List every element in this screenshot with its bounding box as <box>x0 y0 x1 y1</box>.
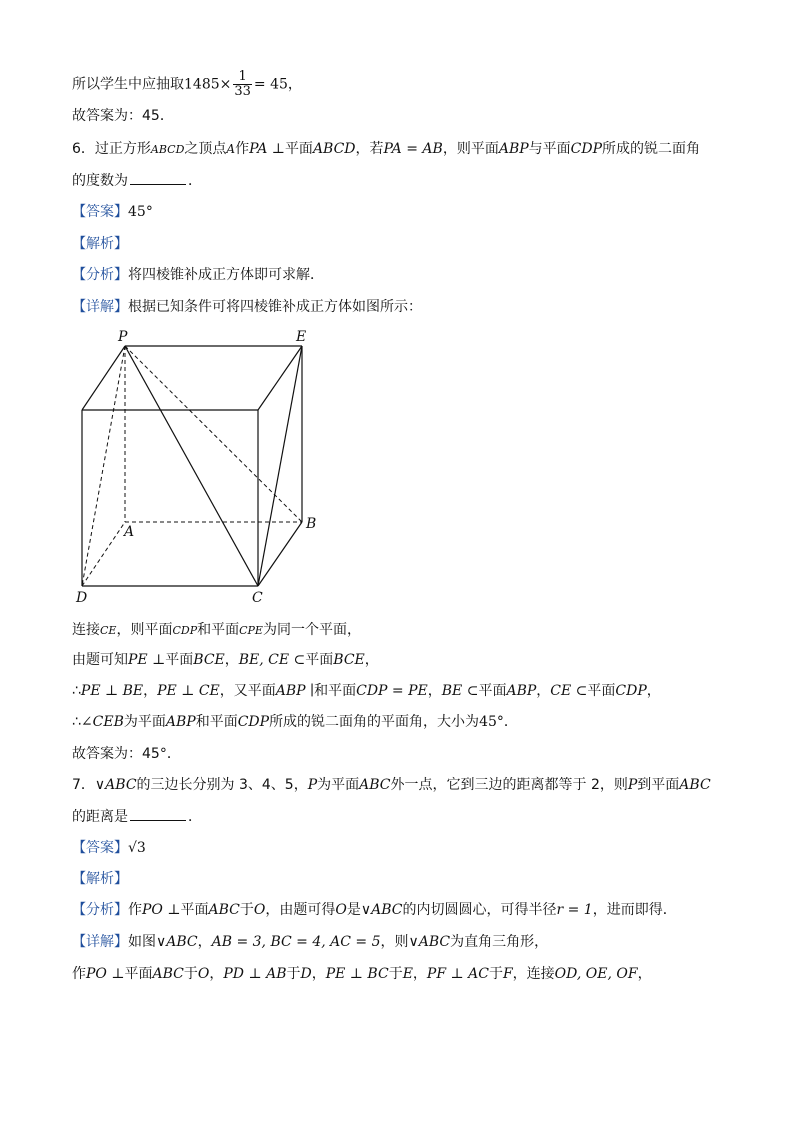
math: BCE <box>333 652 365 668</box>
edge-solid <box>82 346 125 410</box>
answer-tag: 【答案】 <box>72 204 128 220</box>
text: 平面 <box>124 966 153 982</box>
text: 为平面 <box>317 777 360 793</box>
text: 是 <box>346 902 361 918</box>
label-E: E <box>296 329 307 345</box>
math: ABC <box>359 777 391 793</box>
math: PE ⊥ CE <box>157 683 220 699</box>
answer-blank <box>130 806 186 821</box>
text: 到平面 <box>637 777 680 793</box>
prev-answer-line-1 <box>72 70 302 99</box>
text: 的三边长分别为 3、4、5， <box>136 777 308 793</box>
segment-PC <box>125 346 258 586</box>
label-D: D <box>76 590 88 606</box>
text: 作 <box>128 902 142 918</box>
math: PA ⊥ <box>249 141 285 157</box>
text: 与平面 <box>528 141 571 157</box>
q6-solution-line-1 <box>72 620 361 641</box>
text: 和平面 <box>314 683 357 699</box>
math: O <box>335 902 347 918</box>
text: 为直角三角形， <box>450 934 549 950</box>
math: PF ⊥ AC <box>426 966 489 982</box>
q6-xiangjie <box>72 297 422 317</box>
math: = 45， <box>253 76 302 93</box>
segment-EC <box>258 346 302 586</box>
math: CDP <box>172 624 198 637</box>
math: CDP = PE <box>356 683 428 699</box>
segment-PD-dashed <box>82 346 125 586</box>
text: 平面 <box>305 652 334 668</box>
text: 如图 <box>128 934 156 950</box>
text: 于 <box>183 966 198 982</box>
math: PO ⊥ <box>86 966 125 982</box>
text: ，由题可得 <box>265 902 336 918</box>
math: PE ⊥ BE <box>80 683 144 699</box>
math: CDP <box>570 141 603 157</box>
q6-answer <box>72 202 153 222</box>
text: 平面 <box>165 652 194 668</box>
q7-stem-line-1 <box>72 775 711 795</box>
math: BE ⊂ <box>441 683 479 699</box>
text: 平面 <box>284 141 313 157</box>
q6-solution-line-2 <box>72 650 379 670</box>
text: ，连接 <box>512 966 555 982</box>
math: PA = AB <box>383 141 443 157</box>
text: 作 <box>72 966 86 982</box>
text: 6．过正方形 <box>72 141 151 157</box>
q6-final-answer: 故答案为：45°． <box>72 746 181 762</box>
edge-solid <box>258 346 302 410</box>
q7-solution-line <box>72 964 652 984</box>
text: ∴ <box>72 683 81 699</box>
math: PE ⊥ <box>128 652 166 668</box>
text: ． <box>188 173 202 189</box>
math: F <box>502 966 513 982</box>
text: ，若 <box>355 141 384 157</box>
q6-solution-line-3 <box>72 681 661 701</box>
math: ABP <box>498 141 529 157</box>
math: 1485× <box>184 76 232 93</box>
text: 7． <box>72 777 95 793</box>
text: ， <box>536 683 551 699</box>
text: ， <box>637 966 652 982</box>
text: 为平面 <box>123 714 166 730</box>
q6-solution-line-4 <box>72 712 518 732</box>
text: 和平面 <box>195 714 238 730</box>
math: r = 1 <box>556 902 593 918</box>
answer-blank <box>130 170 186 185</box>
text: ， <box>197 934 212 950</box>
text: 于 <box>239 902 254 918</box>
math: PD ⊥ AB <box>223 966 287 982</box>
label-P: P <box>118 329 128 345</box>
text: 作 <box>235 141 250 157</box>
text: ， <box>412 966 427 982</box>
text: ，又平面 <box>219 683 276 699</box>
text: 外一点，它到三边的距离都等于 2，则 <box>390 777 628 793</box>
math: D <box>300 966 312 982</box>
math: ∨ABC <box>94 777 137 793</box>
text: 所以学生中应抽取 <box>72 76 184 93</box>
math: ∨ABC <box>360 902 403 918</box>
text: ，进而即得． <box>592 902 677 918</box>
label-C: C <box>252 590 263 606</box>
math: P <box>307 777 318 793</box>
math: CE <box>100 624 117 637</box>
math: ∨ABC <box>408 934 451 950</box>
text: ，则平面 <box>116 622 173 638</box>
text: ， <box>311 966 326 982</box>
text: ，则 <box>380 934 409 950</box>
math: ABP <box>165 714 196 730</box>
math: CPE <box>239 624 263 637</box>
math: PE ⊥ BC <box>325 966 389 982</box>
xiangjie-tag: 【详解】 <box>72 299 128 315</box>
text: 平面 <box>180 902 209 918</box>
cube-figure <box>60 326 340 606</box>
q7-stem-line-2 <box>72 806 202 827</box>
text: ∴ <box>72 714 81 730</box>
math: CDP <box>237 714 270 730</box>
math: ABCD <box>150 143 185 156</box>
math: BE, CE ⊂ <box>238 652 306 668</box>
math: OD, OE, OF <box>554 966 638 982</box>
text: 的内切圆圆心，可得半径 <box>402 902 557 918</box>
text: ． <box>188 809 202 825</box>
text: 和平面 <box>197 622 240 638</box>
fenxi-tag: 【分析】 <box>72 267 128 283</box>
text: ， <box>364 652 379 668</box>
math: CE ⊂ <box>550 683 588 699</box>
text: ，则平面 <box>442 141 499 157</box>
q7-answer <box>72 838 146 858</box>
math: 45° <box>479 714 504 730</box>
fraction-numerator: 1 <box>233 70 252 85</box>
analysis-tag: 【解析】 <box>72 871 128 887</box>
prev-answer-line-2: 故答案为：45． <box>72 108 174 124</box>
math: BCE <box>193 652 225 668</box>
text: ， <box>224 652 239 668</box>
text: 之顶点 <box>184 141 227 157</box>
fraction-denominator: 33 <box>234 84 251 99</box>
fraction <box>233 70 252 99</box>
q6-fenxi <box>72 265 324 285</box>
text: 根据已知条件可将四棱锥补成正方体如图所示： <box>128 299 422 315</box>
text: 平面 <box>587 683 616 699</box>
math: P <box>627 777 638 793</box>
text: 的度数为 <box>72 173 128 189</box>
math: ABP ∣ <box>275 683 315 699</box>
answer-value: √3 <box>128 840 146 856</box>
label-A: A <box>124 524 135 540</box>
text: 为同一个平面， <box>262 622 361 638</box>
math: ABCD <box>312 141 356 157</box>
math: PO ⊥ <box>142 902 181 918</box>
text: 所成的锐二面角 <box>602 141 701 157</box>
q6-analysis-tag <box>72 234 128 254</box>
math: ABC <box>152 966 184 982</box>
math: ∠CEB <box>80 714 124 730</box>
text: ， <box>209 966 224 982</box>
text: 平面 <box>478 683 507 699</box>
edge-solid <box>258 522 302 586</box>
q7-fenxi <box>72 900 677 920</box>
math: O <box>197 966 210 982</box>
text: 的距离是 <box>72 809 128 825</box>
math: ABC <box>208 902 240 918</box>
label-B: B <box>306 516 317 532</box>
math: AB = 3, BC = 4, AC = 5 <box>211 934 381 950</box>
answer-tag: 【答案】 <box>72 840 128 856</box>
text: 连接 <box>72 622 100 638</box>
math: ABC <box>679 777 711 793</box>
text: 于 <box>388 966 403 982</box>
q6-stem-line-1 <box>72 139 700 160</box>
text: 由题可知 <box>72 652 128 668</box>
q7-analysis-tag <box>72 869 128 889</box>
text: 所成的锐二面角的平面角，大小为 <box>269 714 480 730</box>
text: ， <box>427 683 442 699</box>
analysis-tag: 【解析】 <box>72 236 128 252</box>
answer-value: 45° <box>128 204 153 220</box>
math: A <box>226 142 236 156</box>
math: E <box>402 966 413 982</box>
edge-DA-dashed <box>82 522 125 586</box>
math: O <box>253 902 266 918</box>
math: CDP <box>615 683 647 699</box>
text: 将四棱锥补成正方体即可求解． <box>128 267 324 283</box>
text: ． <box>503 714 518 730</box>
q7-xiangjie <box>72 932 548 952</box>
math: ABP <box>506 683 537 699</box>
math: ∨ABC <box>156 934 198 950</box>
text: ， <box>143 683 158 699</box>
text: 于 <box>286 966 301 982</box>
text: ， <box>646 683 661 699</box>
xiangjie-tag: 【详解】 <box>72 934 128 950</box>
text: 于 <box>488 966 503 982</box>
q6-stem-line-2 <box>72 170 202 191</box>
fenxi-tag: 【分析】 <box>72 902 128 918</box>
segment-PB-dashed <box>125 346 302 522</box>
